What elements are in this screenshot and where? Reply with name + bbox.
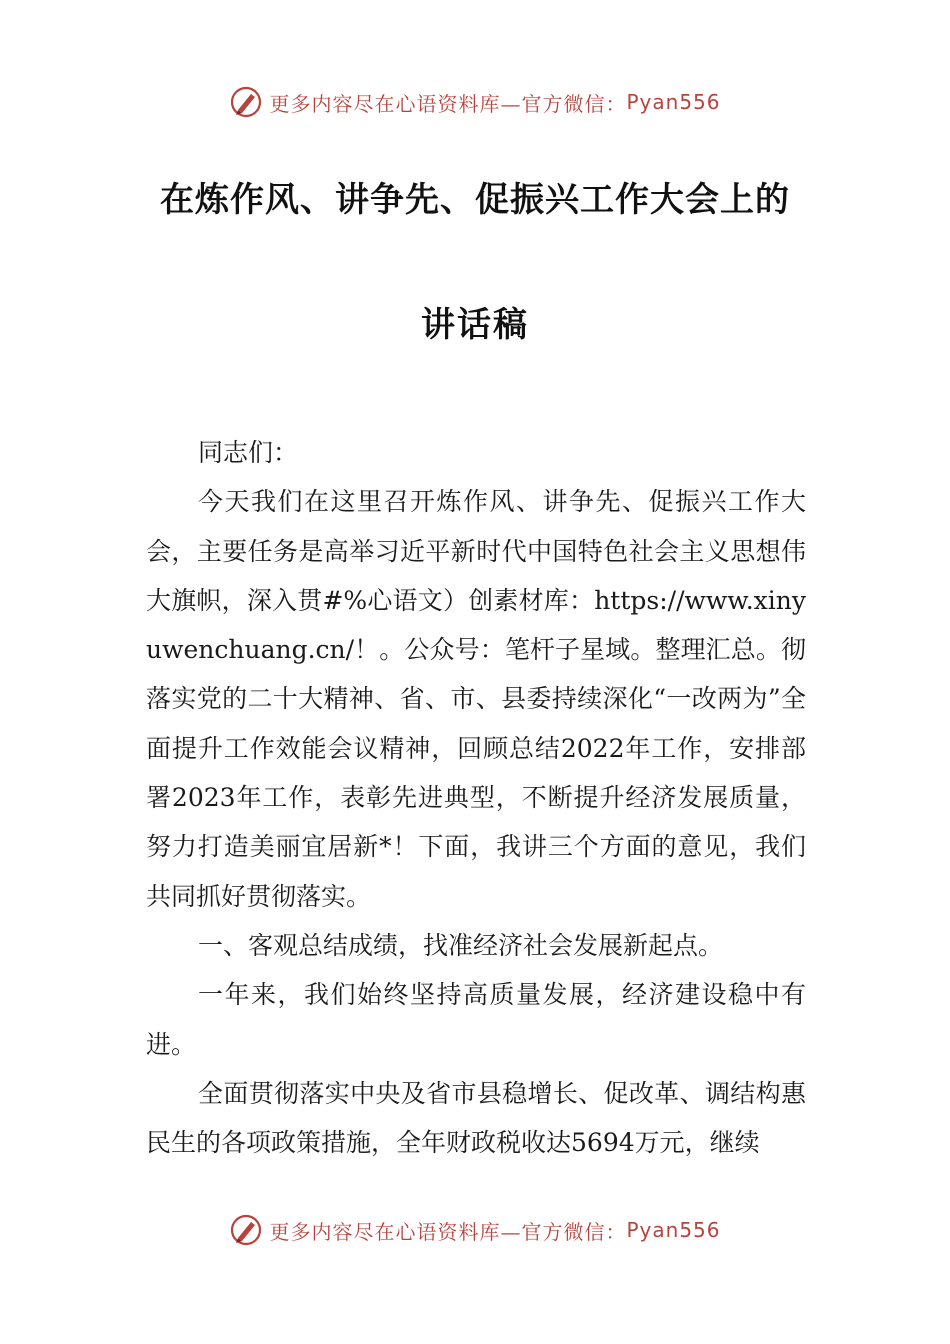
paragraph-details: 全面贯彻落实中央及省市县稳增长、促改革、调结构惠民生的各项政策措施，全年财政税收达5694万元，继续 [146, 1078, 806, 1158]
paragraph-intro: 今天我们在这里召开炼作风、讲争先、促振兴工作大会，主要任务是高举习近平新时代中国特色社会主义思想伟大旗帜，深入贯#%心语文）创素材库：https://www.xinyuwenchuang.cn/！。公众号：笔杆子星域。整理汇总。彻落实党的二十大精神、省、市、县委持续深化“一改两为”全面提升工作效能会议精神，回顾总结2022年工作，安排部署2023年工作，表彰先进典型，不断提升经济发展质量，努力打造美丽宜居新*！下面，我讲三个方面的意见，我们共同抓好贯彻落实。 [146, 487, 806, 911]
pen-circle-logo-icon [229, 85, 263, 119]
header-watermark-banner [0, 82, 950, 122]
document-title-line2: 讲话稿 [421, 305, 529, 345]
banner-text: 更多内容尽在心语资料库—官方微信： [269, 91, 627, 116]
paragraph-salutation: 同志们： [198, 438, 299, 467]
pen-circle-logo-icon [229, 1213, 263, 1247]
document-body [146, 428, 806, 1167]
banner-text: 更多内容尽在心语资料库—官方微信： [269, 1219, 627, 1244]
document-title-line1: 在炼作风、讲争先、促振兴工作大会上的 [160, 180, 790, 220]
paragraph-summary: 一年来，我们始终坚持高质量发展，经济建设稳中有进。 [146, 980, 806, 1059]
paragraph-section-heading: 一、客观总结成绩，找准经济社会发展新起点。 [198, 930, 724, 960]
footer-watermark-banner [0, 1210, 950, 1250]
banner-wechat-id: Pyan556 [626, 90, 721, 114]
banner-wechat-id: Pyan556 [626, 1218, 721, 1242]
